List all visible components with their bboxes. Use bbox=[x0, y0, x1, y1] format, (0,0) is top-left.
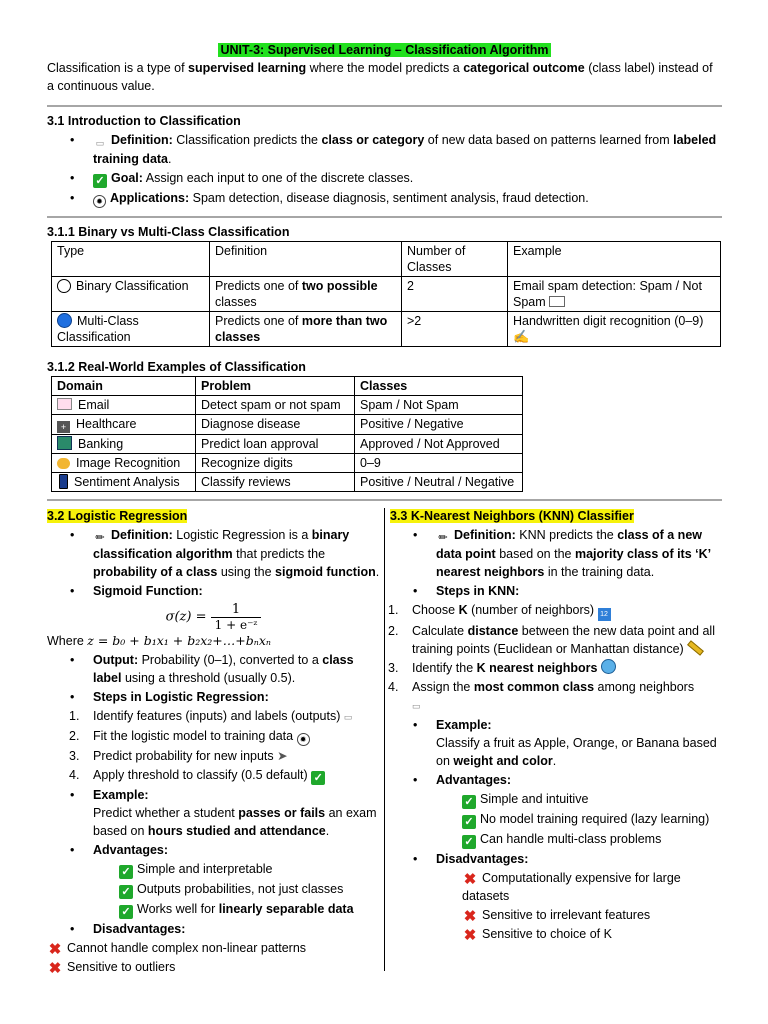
step-text: Choose bbox=[412, 603, 459, 617]
bullet-text: using the bbox=[217, 565, 276, 579]
bullet-text: Assign each input to one of the discrete classes. bbox=[142, 171, 414, 185]
step-text: Assign the bbox=[412, 680, 474, 694]
cell-text: Email spam detection: Spam / Not Spam bbox=[513, 279, 702, 309]
table-header-cell: Problem bbox=[196, 377, 355, 396]
bullet-text: of new data based on patterns learned from bbox=[424, 133, 674, 147]
heading-highlight: 3.2 Logistic Regression bbox=[47, 509, 188, 523]
advantage-item bbox=[47, 900, 380, 919]
where-label: Where bbox=[47, 634, 88, 648]
check-mark-icon: ✓ bbox=[119, 885, 133, 899]
step-item: 4. Assign the most common class among neighbors ▭ bbox=[388, 680, 695, 711]
type-cell bbox=[52, 312, 210, 347]
email-icon bbox=[57, 398, 72, 410]
check-mark-icon: ✓ bbox=[311, 771, 325, 785]
ruler-icon bbox=[687, 640, 704, 656]
advantage-text: No model training required (lazy learning) bbox=[480, 812, 710, 826]
domain-cell bbox=[52, 415, 196, 435]
cross-mark-icon: ✖ bbox=[463, 927, 477, 944]
table-header-cell: Number of Classes bbox=[402, 242, 508, 277]
pencil-icon: ✏ bbox=[95, 532, 105, 544]
cell-bold: two possible bbox=[301, 279, 378, 293]
step-text: Calculate bbox=[412, 624, 468, 638]
mobile-phone-icon bbox=[59, 474, 68, 489]
section-heading-3-1: 3.1 Introduction to Classification bbox=[47, 114, 241, 128]
advantage-item bbox=[390, 810, 722, 829]
table-row bbox=[52, 396, 523, 415]
sigmoid-bullet bbox=[47, 582, 380, 600]
bullet-label: Applications: bbox=[110, 191, 190, 205]
advantage-text: Simple and interpretable bbox=[137, 862, 273, 876]
intro-bullet-list bbox=[47, 131, 722, 208]
table-row bbox=[52, 435, 523, 454]
step-text: Fit the logistic model to training data bbox=[93, 729, 294, 743]
bullet-label: Advantages: bbox=[93, 843, 169, 857]
disadvantages-bullet bbox=[47, 920, 380, 938]
advantages-bullet bbox=[390, 771, 722, 789]
bullet-label: Example: bbox=[436, 718, 492, 732]
step-item: 2. Calculate distance between the new data point and all training points (Euclidean or Manhattan distance) bbox=[388, 624, 715, 656]
bullet-bold: binary classification algorithm bbox=[93, 528, 350, 561]
steps-bullet bbox=[47, 688, 380, 706]
step-item: 1. Choose K (number of neighbors) 12 bbox=[366, 601, 722, 621]
disadvantage-text: Sensitive to choice of K bbox=[482, 927, 612, 941]
sigmoid-formula bbox=[47, 602, 380, 632]
step-item: 1. Identify features (inputs) and labels (outputs) ▭ bbox=[69, 709, 353, 723]
advantage-item bbox=[47, 860, 380, 879]
section-heading-3-1-2: 3.1.2 Real-World Examples of Classification bbox=[47, 360, 306, 374]
intro-text: where the model predicts a bbox=[306, 61, 464, 75]
section-heading-3-2 bbox=[47, 508, 380, 525]
knn-column bbox=[390, 508, 722, 943]
disadvantage-item bbox=[47, 939, 380, 957]
bullet-label: Output: bbox=[93, 653, 139, 667]
bullet-bold: labeled training data bbox=[93, 133, 717, 166]
advantage-text: Outputs probabilities, not just classes bbox=[137, 882, 344, 896]
disadvantages-bullet bbox=[390, 850, 722, 868]
cell-text: Predicts one of bbox=[215, 314, 302, 328]
bullet-text: Probability (0–1), converted to a bbox=[138, 653, 323, 667]
goal-bullet bbox=[47, 169, 722, 188]
step-item: 3. Identify the K nearest neighbors bbox=[366, 659, 722, 677]
classes-cell: Spam / Not Spam bbox=[355, 396, 523, 415]
bullet-bold: sigmoid function bbox=[275, 565, 376, 579]
bullet-text: Spam detection, disease diagnosis, sentiment analysis, fraud detection. bbox=[189, 191, 589, 205]
number-cell: 2 bbox=[402, 277, 508, 312]
bullet-label: Definition: bbox=[454, 528, 516, 542]
lr-definition-bullet bbox=[47, 526, 380, 581]
knn-steps-bullet bbox=[390, 582, 722, 600]
globe-icon bbox=[601, 659, 616, 674]
problem-cell: Predict loan approval bbox=[196, 435, 355, 454]
cross-mark-icon: ✖ bbox=[48, 941, 62, 958]
step-item: 3. Predict probability for new inputs ➤ bbox=[69, 749, 288, 763]
example-cell bbox=[508, 312, 721, 347]
logistic-regression-column bbox=[47, 508, 380, 976]
bullet-text: . bbox=[168, 152, 172, 166]
advantages-bullet bbox=[47, 841, 380, 859]
domain-text: Image Recognition bbox=[76, 456, 181, 470]
disadvantage-text: Cannot handle complex non-linear patterns bbox=[67, 941, 307, 955]
bullet-bold: weight and color bbox=[453, 754, 553, 768]
disadvantage-item bbox=[390, 925, 722, 943]
advantage-item bbox=[390, 830, 722, 849]
bullet-text: Logistic Regression is a bbox=[172, 528, 312, 542]
table-header-row bbox=[52, 377, 523, 396]
classes-cell: 0–9 bbox=[355, 454, 523, 473]
step-bold: K nearest neighbors bbox=[476, 661, 598, 675]
example-bullet bbox=[47, 786, 380, 840]
disadvantage-item bbox=[390, 906, 722, 924]
check-mark-icon: ✓ bbox=[119, 905, 133, 919]
bullet-text: . bbox=[375, 565, 380, 579]
section-divider bbox=[47, 105, 722, 107]
intro-text: (class label) instead of a continuous value. bbox=[47, 61, 713, 93]
bullet-label: Definition: bbox=[111, 133, 173, 147]
bullet-text: that predicts the bbox=[232, 547, 326, 561]
formula-lhs: σ(z) = bbox=[165, 609, 207, 625]
table-header-cell: Classes bbox=[355, 377, 523, 396]
bullet-label: Example: bbox=[93, 788, 149, 802]
domain-text: Email bbox=[78, 398, 110, 412]
bullet-label: Disadvantages: bbox=[93, 922, 186, 936]
advantage-bold: linearly separable data bbox=[218, 902, 354, 916]
problem-cell: Classify reviews bbox=[196, 473, 355, 492]
advantage-item bbox=[47, 880, 380, 899]
step-text: between the new data point and all training points (Euclidean or Manhattan distance) bbox=[412, 624, 715, 656]
bullet-label: Definition: bbox=[111, 528, 173, 542]
binary-vs-multiclass-table bbox=[51, 241, 721, 347]
definition-bullet bbox=[47, 131, 722, 168]
domain-text: Sentiment Analysis bbox=[74, 475, 180, 489]
bullet-label: Steps in KNN: bbox=[436, 584, 520, 598]
bank-icon bbox=[57, 436, 72, 450]
intro-bold: supervised learning bbox=[188, 61, 307, 75]
bullet-label: Goal: bbox=[111, 171, 143, 185]
step-bold: most common class bbox=[473, 680, 595, 694]
classes-cell: Positive / Neutral / Negative bbox=[355, 473, 523, 492]
type-text: Multi-Class Classification bbox=[57, 314, 139, 344]
check-mark-icon: ✓ bbox=[119, 865, 133, 879]
example-bullet bbox=[390, 716, 722, 770]
table-row bbox=[52, 473, 523, 492]
bullet-text: Predict whether a student bbox=[93, 806, 239, 820]
writing-hand-icon: ✍ bbox=[513, 329, 530, 344]
check-mark-icon: ✓ bbox=[462, 795, 476, 809]
problem-cell: Recognize digits bbox=[196, 454, 355, 473]
step-item: 4. Apply threshold to classify (0.5 default) ✓ bbox=[47, 766, 380, 785]
bullet-label: Advantages: bbox=[436, 773, 512, 787]
intro-bold: categorical outcome bbox=[463, 61, 585, 75]
table-row bbox=[52, 454, 523, 473]
table-row bbox=[52, 312, 721, 347]
disadvantage-item bbox=[390, 869, 722, 905]
label-tag-icon: ▭ bbox=[412, 701, 421, 711]
bullet-label: Steps in Logistic Regression: bbox=[93, 690, 269, 704]
formula-numerator: 1 bbox=[211, 602, 262, 618]
bullet-text: Classify a fruit as Apple, Orange, or Banana based on bbox=[436, 736, 717, 768]
bullet-text: . bbox=[325, 824, 330, 838]
rocket-icon: ➤ bbox=[277, 749, 288, 763]
cell-bold: more than two classes bbox=[215, 314, 388, 344]
section-divider bbox=[47, 216, 722, 218]
table-header-cell: Example bbox=[508, 242, 721, 277]
domain-cell bbox=[52, 473, 196, 492]
domain-text: Banking bbox=[78, 437, 124, 451]
lr-steps-list bbox=[47, 707, 380, 785]
section-divider bbox=[47, 499, 722, 501]
envelope-icon bbox=[549, 296, 565, 307]
cross-mark-icon: ✖ bbox=[463, 871, 477, 888]
step-bold: K bbox=[458, 603, 468, 617]
pencil-icon: ✏ bbox=[438, 532, 448, 544]
bullet-label: Disadvantages: bbox=[436, 852, 529, 866]
bullet-text: based on the bbox=[495, 547, 575, 561]
table-row bbox=[52, 277, 721, 312]
formula-fraction bbox=[211, 602, 262, 632]
white-circle-icon bbox=[57, 279, 71, 293]
column-divider bbox=[384, 508, 385, 971]
table-row bbox=[52, 415, 523, 435]
knn-example-list bbox=[390, 716, 722, 789]
domain-cell bbox=[52, 435, 196, 454]
type-text: Binary Classification bbox=[76, 279, 189, 293]
table-header-cell: Definition bbox=[210, 242, 402, 277]
real-world-examples-table bbox=[51, 376, 523, 492]
disadvantage-text: Sensitive to irrelevant features bbox=[482, 908, 651, 922]
step-text: Apply threshold to classify (0.5 default) bbox=[93, 768, 308, 782]
lr-bullet-list-2 bbox=[47, 651, 380, 706]
domain-cell bbox=[52, 454, 196, 473]
advantage-text: Simple and intuitive bbox=[480, 792, 589, 806]
bullet-bold: majority class of its ‘K’ nearest neighbors bbox=[436, 547, 711, 579]
knn-bullet-list bbox=[390, 526, 722, 600]
bullet-text: using a threshold (usually 0.5). bbox=[121, 671, 296, 685]
number-cell: >2 bbox=[402, 312, 508, 347]
cross-mark-icon: ✖ bbox=[463, 908, 477, 925]
domain-cell bbox=[52, 396, 196, 415]
knn-steps-list bbox=[366, 601, 722, 715]
intro-paragraph bbox=[47, 59, 722, 95]
type-cell bbox=[52, 277, 210, 312]
document-title bbox=[47, 42, 722, 59]
bullet-text: KNN predicts the bbox=[515, 528, 618, 542]
hospital-icon: + bbox=[57, 421, 70, 433]
bullet-bold: hours studied and attendance bbox=[147, 824, 326, 838]
section-heading-3-3 bbox=[390, 508, 722, 525]
document-page bbox=[47, 0, 722, 977]
problem-cell: Detect spam or not spam bbox=[196, 396, 355, 415]
knn-definition-bullet bbox=[390, 526, 722, 581]
step-item: 2. Fit the logistic model to training data ✹ bbox=[47, 727, 380, 746]
step-bold: distance bbox=[467, 624, 519, 638]
bullet-text: Classification predicts the bbox=[172, 133, 322, 147]
step-text: (number of neighbors) bbox=[467, 603, 595, 617]
example-cell bbox=[508, 277, 721, 312]
section-heading-3-1-1: 3.1.1 Binary vs Multi-Class Classification bbox=[47, 225, 290, 239]
disadvantage-text: Computationally expensive for large datasets bbox=[462, 871, 681, 903]
step-text: Identify features (inputs) and labels (outputs) bbox=[93, 709, 341, 723]
domain-text: Healthcare bbox=[76, 417, 137, 431]
applications-bullet bbox=[47, 189, 722, 208]
cell-text: Handwritten digit recognition (0–9) bbox=[513, 314, 704, 328]
cross-mark-icon: ✖ bbox=[48, 960, 62, 977]
definition-cell bbox=[210, 312, 402, 347]
where-line bbox=[47, 632, 380, 650]
brain-icon bbox=[57, 458, 70, 469]
intro-text: Classification is a type of bbox=[47, 61, 189, 75]
gear-icon: ✹ bbox=[93, 195, 106, 208]
check-mark-icon: ✓ bbox=[462, 835, 476, 849]
step-text: among neighbors bbox=[594, 680, 695, 694]
advantage-text: Works well for bbox=[137, 902, 219, 916]
bullet-text: in the training data. bbox=[544, 565, 655, 579]
table-header-row bbox=[52, 242, 721, 277]
table-header-cell: Domain bbox=[52, 377, 196, 396]
advantage-item bbox=[390, 790, 722, 809]
table-header-cell: Type bbox=[52, 242, 210, 277]
lr-disadvantages-list bbox=[47, 920, 380, 938]
check-mark-icon: ✓ bbox=[462, 815, 476, 829]
classes-cell: Positive / Negative bbox=[355, 415, 523, 435]
cell-text: classes bbox=[215, 295, 257, 309]
blue-circle-icon bbox=[57, 313, 72, 328]
check-mark-icon: ✓ bbox=[93, 174, 107, 188]
title-highlight: UNIT-3: Supervised Learning – Classification Algorithm bbox=[220, 43, 549, 57]
output-bullet bbox=[47, 651, 380, 687]
cell-text: Predicts one of bbox=[215, 279, 302, 293]
disadvantage-text: Sensitive to outliers bbox=[67, 960, 176, 974]
advantage-text: Can handle multi-class problems bbox=[480, 832, 662, 846]
gear-icon: ✹ bbox=[297, 733, 310, 746]
bullet-bold: class label bbox=[93, 653, 354, 685]
step-text: Identify the bbox=[412, 661, 477, 675]
knn-disadvantages-list bbox=[390, 850, 722, 868]
bullet-text: an exam based on bbox=[93, 806, 377, 838]
label-tag-icon: ▭ bbox=[95, 138, 105, 148]
label-tag-icon: ▭ bbox=[343, 712, 353, 722]
bullet-bold: class or category bbox=[321, 133, 425, 147]
lr-bullet-list bbox=[47, 526, 380, 600]
classes-cell: Approved / Not Approved bbox=[355, 435, 523, 454]
lr-example-list bbox=[47, 786, 380, 859]
bullet-bold: probability of a class bbox=[93, 565, 218, 579]
disadvantage-item bbox=[47, 958, 380, 976]
bullet-text: . bbox=[552, 754, 557, 768]
two-column-section bbox=[47, 508, 722, 977]
bullet-bold: passes or fails bbox=[238, 806, 326, 820]
definition-cell bbox=[210, 277, 402, 312]
step-text: Predict probability for new inputs bbox=[93, 749, 274, 763]
numbers-icon: 12 bbox=[598, 608, 611, 621]
bullet-label: Sigmoid Function: bbox=[93, 584, 203, 598]
formula-denominator: 1 + e⁻ᶻ bbox=[214, 618, 258, 632]
problem-cell: Diagnose disease bbox=[196, 415, 355, 435]
linear-equation: z = b₀ + b₁x₁ + b₂x₂+…+bₙxₙ bbox=[87, 633, 271, 648]
heading-highlight: 3.3 K-Nearest Neighbors (KNN) Classifier bbox=[390, 509, 634, 523]
bullet-bold: class of a new data point bbox=[436, 528, 702, 561]
